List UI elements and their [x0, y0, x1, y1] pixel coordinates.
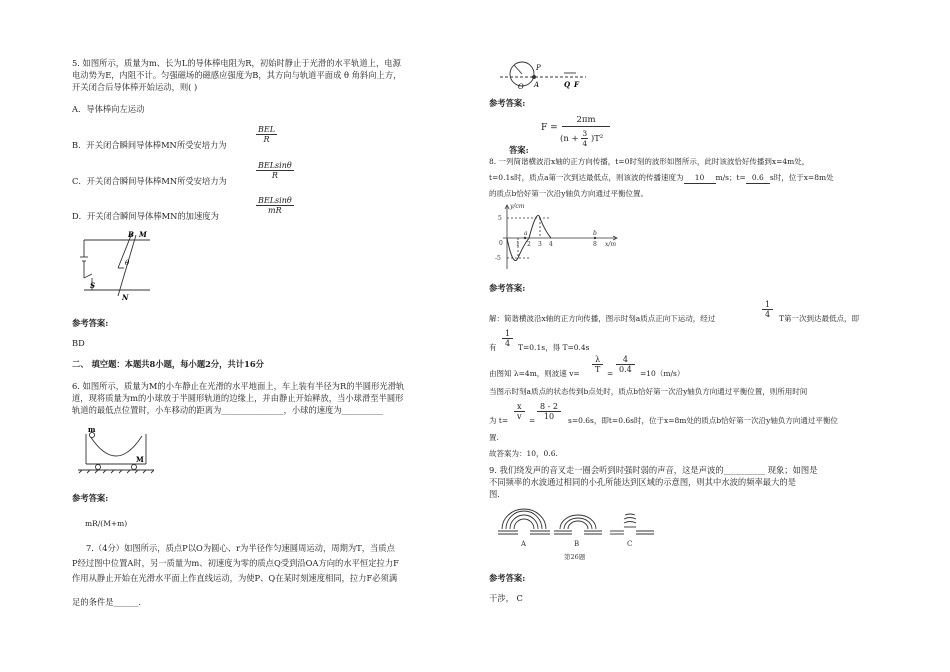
- q5-option-d: D．开关闭合瞬间导体棒MN的加速度为: [72, 211, 219, 221]
- q9-stem-line-1: 9. 我们绕发声的音叉走一圈会听到时强时弱的声音，这是声波的__________ 现象；如图是: [489, 465, 818, 475]
- fraction-numerator: BEL: [258, 125, 276, 134]
- q6-answer-heading: 参考答案:: [72, 493, 109, 503]
- q5-label-s: S: [90, 281, 96, 290]
- q5-stem-line-2: 电动势为E，内阻不计。匀强磁场的磁感应强度为B，其方向与轨道平面成 θ 角斜向上方，: [72, 70, 402, 80]
- q6-stem-line-3: 轨道的最低点位置时，小车移动的距离为_______________，小球的速度为__________: [72, 405, 384, 415]
- q7-stem-line-1: 7.（4分）如图所示，质点P以O为圆心、r为半径作匀速圆周运动，周期为T，当质点: [86, 543, 395, 553]
- q8-wave-graph: [493, 203, 623, 271]
- q5-option-b-fraction: [256, 125, 277, 144]
- q8-stem-2b: m/s；t=: [715, 173, 746, 182]
- q9-stem-line-2: 不同频率的水波通过相同的小孔所能达到区域的示意图，则其中水波的频率最大的是: [489, 477, 796, 487]
- q8-blank-velocity: 10: [684, 172, 716, 184]
- q5-answer-heading: 参考答案:: [72, 318, 109, 328]
- q7-den-frac-den: 4: [582, 139, 588, 148]
- q7-answer-label: 答案:: [509, 145, 529, 155]
- fraction-denominator: 0.4: [619, 365, 632, 374]
- q8-tick-x4: 4: [549, 241, 553, 248]
- q5-label-m: M: [139, 230, 147, 239]
- q9-stem-line-3: 图.: [489, 489, 500, 499]
- q7-stem-line-3: 作用从静止开始在光滑水平面上作直线运动，为使P、Q在某时刻速度相同，拉力F必须满: [72, 573, 398, 583]
- q6-answer: mR/(M+m): [85, 519, 128, 528]
- fraction-numerator: 4: [616, 355, 635, 365]
- q8-answer-heading: 参考答案:: [489, 283, 526, 293]
- q8-tick-yneg5: -5: [495, 255, 501, 262]
- q8-solution-line-3b: =: [607, 369, 614, 378]
- q7-label-f: F: [574, 80, 579, 89]
- q6-label-m-small: m: [88, 425, 96, 434]
- q5-answer: BD: [72, 338, 85, 348]
- q9-label-a: A: [521, 540, 527, 548]
- fraction-numerator: BELsinθ: [258, 196, 292, 205]
- q8-sol-2-fraction: [502, 329, 513, 348]
- q6-stem-line-1: 6. 如图所示，质量为M的小车静止在光滑的水平地面上，车上装有半径为R的半圆形光滑轨: [72, 381, 405, 391]
- q8-solution-line-6: 置.: [489, 433, 499, 442]
- q7-formula-lhs: F =: [541, 123, 558, 133]
- q8-solution-line-3c: =10（m/s）: [640, 369, 685, 378]
- q9-answer-heading: 参考答案:: [489, 573, 526, 583]
- q8-solution-line-7: 故答案为：10，0.6.: [489, 449, 558, 458]
- q5-stem-line-3: 开关闭合后导体棒开始运动，则( ): [72, 82, 198, 92]
- q7-label-a: A: [534, 81, 540, 89]
- q8-solution-line-5b: =: [529, 416, 536, 425]
- q8-blank-time: 0.6: [746, 172, 770, 184]
- fraction-numerator: 8 - 2: [537, 402, 561, 412]
- q8-stem-line-3: 的质点b恰好第一次沿y轴负方向通过平衡位置。: [489, 189, 649, 198]
- q5-option-c-fraction: [256, 161, 294, 180]
- q9-answer: 干涉， C: [489, 593, 523, 603]
- q7-den-prefix: (n +: [560, 134, 579, 144]
- q8-solution-line-3a: 由图知 λ=4m，则波速 v=: [489, 369, 580, 378]
- q8-xlabel: x/m: [605, 241, 617, 248]
- q5-option-c: C．开关闭合瞬间导体棒MN所受安培力为: [72, 176, 227, 186]
- q9-label-c: C: [627, 540, 633, 548]
- q8-sol-3-fraction-1: [592, 355, 603, 374]
- q8-stem-2c: s时，位于x=8m处: [769, 173, 834, 182]
- q7-formula-denominator: [560, 128, 616, 150]
- q8-tick-x1: 1: [516, 241, 520, 248]
- section-2-heading: 二、 填空题：本题共8小题，每小题2分，共计16分: [72, 359, 264, 369]
- q5-label-n: N: [122, 293, 129, 302]
- q8-sol-5-fraction-2: [537, 402, 561, 421]
- q5-option-b: B．开关闭合瞬间导体棒MN所受安培力为: [72, 140, 227, 150]
- q8-point-b: b: [593, 230, 597, 237]
- q7-stem-line-4: 足的条件是______.: [72, 597, 142, 607]
- q8-solution-line-1: 解：简谐横波沿x轴的正方向传播，图示时刻a质点正向下运动，经过: [489, 314, 716, 323]
- q8-tick-x2: 2: [527, 241, 531, 248]
- q5-circuit-figure: [74, 228, 158, 300]
- q8-solution-line-2a: 有: [489, 343, 497, 352]
- q7-stem-line-2: P经过图中位置A时，另一质量为m、初速度为零的质点Q受到沿OA方向的水平恒定拉力F: [72, 558, 399, 568]
- q7-formula-numerator: 2πm: [562, 115, 610, 127]
- q8-stem-2a: t=0.1s时，质点a第一次到达最低点，则该波的传播速度为: [489, 173, 684, 182]
- fraction-numerator: BELsinθ: [258, 161, 292, 170]
- q5-stem-line-1: 5. 如图所示，质量为m、长为L的导体棒电阻为R，初始时静止于光滑的水平轨道上，电源: [72, 58, 401, 68]
- q7-circle-figure: [500, 60, 586, 92]
- q8-solution-line-5c: s=0.6s，即t=0.6s时，位于x=8m处的质点b恰好第一次沿y轴负方向通过平衡位: [568, 416, 838, 425]
- q8-ylabel: y/cm: [510, 203, 525, 210]
- q7-label-q: Q: [564, 80, 571, 89]
- fraction-numerator: 1: [502, 329, 513, 339]
- q9-caption: 第26题: [564, 553, 586, 561]
- q5-label-b: B: [128, 230, 134, 239]
- fraction-denominator: mR: [268, 206, 282, 215]
- fraction-denominator: v: [517, 412, 522, 421]
- q6-stem-line-2: 道，现将质量为m的小球放于半圆形轨道的边缘上，并由静止开始释放，当小球滑至半圆形: [72, 393, 404, 403]
- q8-solution-line-2b: T=0.1s，得 T=0.4s: [518, 343, 590, 352]
- q5-option-d-fraction: [256, 196, 294, 215]
- q5-option-a: A．导体棒向左运动: [72, 104, 145, 114]
- q8-tick-x8: 8: [593, 241, 597, 248]
- fraction-denominator: 10: [543, 412, 555, 421]
- q8-stem-line-2: [489, 172, 834, 184]
- q9-water-wave-figure: [494, 505, 664, 563]
- fraction-denominator: R: [271, 171, 278, 180]
- fraction-denominator: 4: [765, 310, 771, 319]
- q8-solution-line-5a: 为 t=: [489, 416, 509, 425]
- q8-sol-1-fraction: [762, 300, 773, 319]
- q5-label-theta: θ: [125, 259, 130, 267]
- q8-tick-y5: 5: [498, 215, 502, 222]
- fraction-denominator: R: [263, 135, 270, 144]
- q8-solution-line-4: 当图示时刻a质点的状态传到b点处时，质点b恰好第一次沿y轴负方向通过平衡位置，则所用时间: [489, 387, 808, 396]
- q8-tick-x3: 3: [538, 241, 542, 248]
- q7-answer-heading: 参考答案:: [489, 98, 526, 108]
- q7-label-p: P: [536, 64, 541, 72]
- q8-sol-5-fraction-1: [514, 402, 525, 421]
- q7-den-frac-num: 3: [582, 129, 588, 138]
- q6-cart-figure: [76, 424, 156, 474]
- q8-stem-line-1: 8. 一列简谐横波沿x轴的正方向传播，t=0时刻的波形如图所示，此时该波恰好传播到x=4m处，: [489, 157, 810, 166]
- fraction-numerator: x: [514, 402, 525, 412]
- q6-label-m-big: M: [136, 455, 144, 464]
- q8-sol-3-fraction-2: [616, 355, 635, 374]
- q7-den-suffix: )T²: [590, 134, 604, 144]
- q8-point-a: a: [524, 230, 528, 237]
- q9-label-b: B: [574, 540, 580, 548]
- q7-label-o: O: [518, 83, 524, 91]
- fraction-denominator: T: [595, 365, 601, 374]
- fraction-numerator: 1: [762, 300, 773, 310]
- q8-solution-line-1b: T第一次到达最低点，即: [779, 314, 860, 323]
- fraction-numerator: λ: [592, 355, 603, 365]
- q8-origin: 0: [499, 240, 503, 247]
- fraction-denominator: 4: [505, 339, 511, 348]
